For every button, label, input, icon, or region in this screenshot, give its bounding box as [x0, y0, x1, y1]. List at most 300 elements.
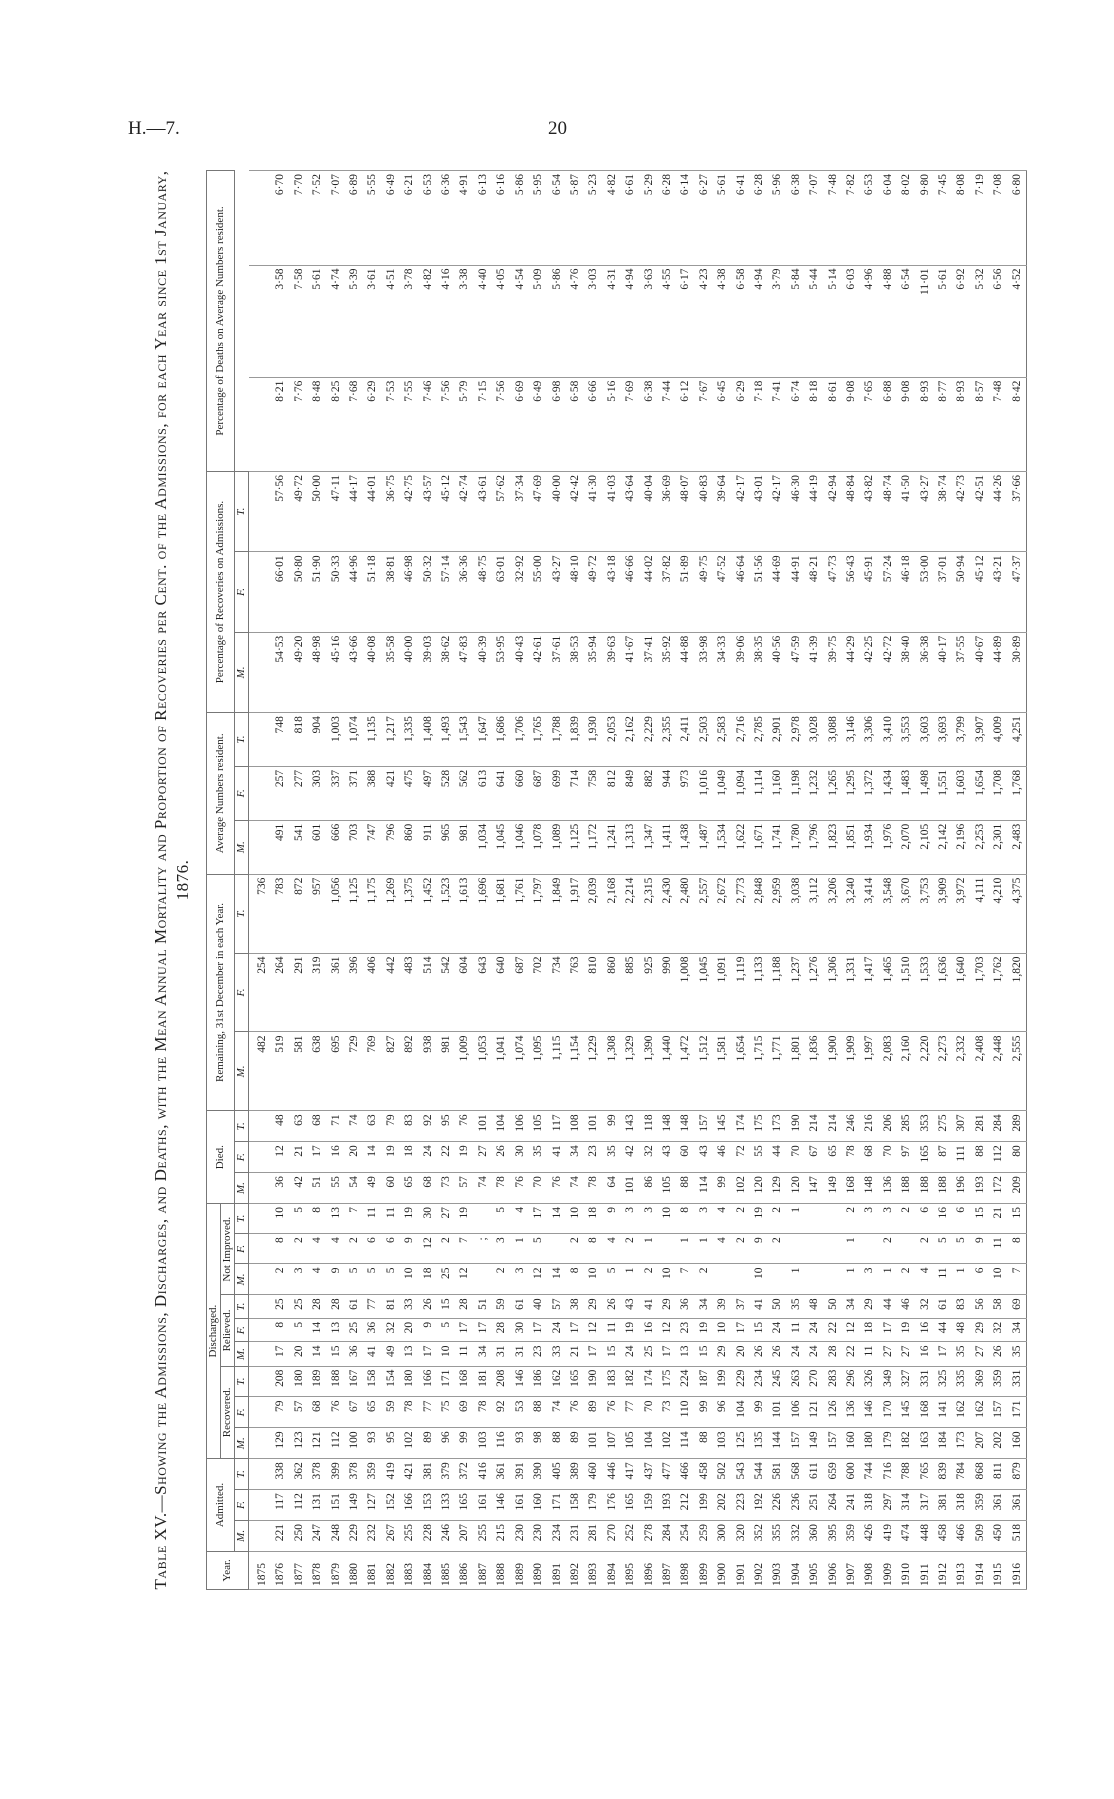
rec-cell: 208	[492, 1366, 510, 1397]
died-cell: 188	[897, 1173, 915, 1204]
pd-cell: 4·31	[603, 265, 621, 377]
pd-cell: 7·56	[437, 377, 455, 471]
year-cell: 1909	[879, 1551, 897, 1589]
adm-cell: 127	[363, 1490, 381, 1521]
year-cell: 1888	[492, 1551, 510, 1589]
adm-cell: 784	[952, 1459, 970, 1490]
table-row	[529, 171, 547, 1590]
year-cell: 1879	[327, 1551, 345, 1589]
adm-cell: 314	[897, 1490, 915, 1521]
pr-cell: 39·75	[824, 632, 842, 712]
pr-cell: 53·95	[492, 632, 510, 712]
rel-cell: 16	[916, 1318, 934, 1342]
rem-cell: 1,417	[860, 953, 878, 1032]
died-cell: 188	[934, 1173, 952, 1204]
avg-cell: 641	[492, 766, 510, 820]
died-cell: 65	[400, 1173, 418, 1204]
rel-cell: 17	[529, 1318, 547, 1342]
pr-cell: 48·10	[566, 552, 584, 632]
rel-cell: 29	[860, 1295, 878, 1319]
died-cell: 275	[934, 1111, 952, 1142]
avg-cell: 3,146	[842, 713, 860, 767]
rem-cell: 2,480	[676, 874, 694, 953]
rec-cell: 173	[952, 1428, 970, 1459]
pr-cell: 40·83	[695, 471, 713, 551]
died-cell: 65	[824, 1142, 842, 1173]
pd-cell: 5·23	[584, 171, 602, 266]
rec-cell: 296	[842, 1366, 860, 1397]
avg-cell: 601	[308, 820, 326, 874]
subheader-m: M.	[235, 1428, 249, 1459]
rem-cell: 1,465	[879, 953, 897, 1032]
rel-cell: 34	[474, 1342, 492, 1366]
table-row	[603, 171, 621, 1590]
avg-cell: 1,016	[695, 766, 713, 820]
relieved-header: Relieved.	[221, 1295, 235, 1366]
rel-cell: 24	[768, 1318, 786, 1342]
rem-cell: 1,715	[750, 1032, 768, 1111]
died-cell: 102	[732, 1173, 750, 1204]
died-cell: 246	[842, 1111, 860, 1142]
adm-cell: 600	[842, 1459, 860, 1490]
adm-cell: 284	[658, 1520, 676, 1551]
avg-cell: 699	[548, 766, 566, 820]
rel-cell: 25	[271, 1295, 289, 1319]
pd-cell: 7·41	[768, 377, 786, 471]
pd-cell: 5·09	[529, 265, 547, 377]
pd-cell: 6·80	[1008, 171, 1027, 266]
rec-cell: 114	[676, 1428, 694, 1459]
rem-cell: 1,762	[989, 953, 1007, 1032]
pr-cell: 44·26	[989, 471, 1007, 551]
adm-cell: 581	[768, 1459, 786, 1490]
adm-cell: 259	[695, 1520, 713, 1551]
ni-cell: 7	[455, 1234, 473, 1264]
ni-cell: 5	[952, 1234, 970, 1264]
ni-cell	[474, 1204, 492, 1234]
rec-cell: 157	[787, 1428, 805, 1459]
rel-cell: 25	[345, 1318, 363, 1342]
rem-cell: 1,053	[474, 1032, 492, 1111]
died-cell: 87	[934, 1142, 952, 1173]
year-cell: 1877	[290, 1551, 308, 1589]
adm-cell: 212	[676, 1490, 694, 1521]
avg-cell: 1,671	[750, 820, 768, 874]
pd-cell: 6·36	[437, 171, 455, 266]
rel-cell: 81	[382, 1295, 400, 1319]
subheader-t: T.	[235, 1295, 249, 1319]
died-cell: 14	[363, 1142, 381, 1173]
died-cell: 206	[879, 1111, 897, 1142]
pr-cell: 40·04	[640, 471, 658, 551]
ni-cell: 3	[860, 1204, 878, 1234]
rel-cell: 50	[824, 1295, 842, 1319]
rem-cell: 519	[271, 1032, 289, 1111]
subheader-m: M.	[235, 1173, 249, 1204]
adm-cell: 166	[400, 1490, 418, 1521]
pd-cell: 6·14	[676, 171, 694, 266]
ni-cell: 10	[658, 1264, 676, 1295]
adm-cell: 716	[879, 1459, 897, 1490]
rec-cell: 74	[548, 1397, 566, 1428]
ni-cell: 10	[400, 1264, 418, 1295]
pd-cell: 5·84	[787, 265, 805, 377]
rem-cell: 729	[345, 1032, 363, 1111]
pd-cell: 7·07	[805, 171, 823, 266]
adm-cell: 317	[916, 1490, 934, 1521]
statistics-table	[206, 170, 1027, 1590]
pd-cell: 6·58	[566, 377, 584, 471]
rel-cell: 5	[437, 1318, 455, 1342]
rel-cell: 24	[621, 1342, 639, 1366]
pd-cell: 7·69	[621, 377, 639, 471]
pr-cell: 51·56	[750, 552, 768, 632]
pd-cell: 6·12	[676, 377, 694, 471]
discharged-header: Discharged.	[207, 1204, 221, 1459]
rel-cell: 24	[805, 1318, 823, 1342]
pr-cell: 47·37	[1008, 552, 1027, 632]
rec-cell: 123	[290, 1428, 308, 1459]
pr-cell: 44·88	[676, 632, 694, 712]
avg-cell: 1,265	[824, 766, 842, 820]
rem-cell: 1,276	[805, 953, 823, 1032]
died-cell: 74	[566, 1173, 584, 1204]
pr-cell: 47·73	[824, 552, 842, 632]
rel-cell: 12	[658, 1318, 676, 1342]
adm-cell: 419	[879, 1520, 897, 1551]
rem-cell: 1,119	[732, 953, 750, 1032]
rem-cell: 1,115	[548, 1032, 566, 1111]
ni-cell: 9	[400, 1234, 418, 1264]
rel-cell: 27	[971, 1342, 989, 1366]
rec-cell: 263	[787, 1366, 805, 1397]
ni-cell: 4	[916, 1264, 934, 1295]
rem-cell: 1,801	[787, 1032, 805, 1111]
pr-cell: 40·56	[768, 632, 786, 712]
rec-cell: 76	[566, 1397, 584, 1428]
rec-cell: 208	[271, 1366, 289, 1397]
rem-cell: 2,773	[732, 874, 750, 953]
adm-cell: 232	[363, 1520, 381, 1551]
rec-cell: 121	[805, 1397, 823, 1428]
table-row	[676, 171, 694, 1590]
avg-cell: 1,686	[492, 713, 510, 767]
adm-cell: 236	[787, 1490, 805, 1521]
avg-cell: 2,411	[676, 713, 694, 767]
rel-cell: 8	[271, 1318, 289, 1342]
ni-cell	[824, 1234, 842, 1264]
adm-cell: 264	[824, 1490, 842, 1521]
pr-cell: 45·12	[971, 552, 989, 632]
rec-cell: 96	[713, 1397, 731, 1428]
rem-cell: 687	[511, 953, 529, 1032]
ni-cell: 14	[548, 1264, 566, 1295]
pd-cell: 4·74	[327, 265, 345, 377]
page-reference: H.—7.	[128, 118, 180, 139]
rel-cell: 27	[879, 1342, 897, 1366]
rel-cell: 83	[952, 1295, 970, 1319]
pr-cell: 35·94	[584, 632, 602, 712]
pd-cell	[249, 265, 272, 377]
pd-cell: 4·51	[382, 265, 400, 377]
ni-cell: 21	[989, 1204, 1007, 1234]
rec-cell: 59	[382, 1397, 400, 1428]
died-cell: 101	[621, 1173, 639, 1204]
avg-cell: 796	[382, 820, 400, 874]
rec-cell: 170	[879, 1397, 897, 1428]
ni-cell: 1	[511, 1234, 529, 1264]
ni-cell: 1	[787, 1264, 805, 1295]
died-cell: 18	[400, 1142, 418, 1173]
rem-cell: 4,210	[989, 874, 1007, 953]
adm-cell: 419	[382, 1459, 400, 1490]
avg-cell: 1,741	[768, 820, 786, 874]
died-cell: 27	[474, 1142, 492, 1173]
pd-cell: 6·03	[842, 265, 860, 377]
rel-cell: 77	[363, 1295, 381, 1319]
died-cell: 148	[658, 1111, 676, 1142]
pd-cell: 6·56	[989, 265, 1007, 377]
year-cell: 1889	[511, 1551, 529, 1589]
adm-cell: 160	[529, 1490, 547, 1521]
rel-cell: 24	[787, 1342, 805, 1366]
avg-cell: 3,693	[934, 713, 952, 767]
avg-cell: 1,003	[327, 713, 345, 767]
adm-cell: 359	[971, 1490, 989, 1521]
died-cell: 44	[768, 1142, 786, 1173]
rem-cell: 1,917	[566, 874, 584, 953]
pd-cell: 5·61	[713, 171, 731, 266]
rel-cell: 11	[787, 1318, 805, 1342]
adm-cell: 161	[474, 1490, 492, 1521]
rel-cell: 26	[750, 1342, 768, 1366]
died-cell: 157	[695, 1111, 713, 1142]
adm-cell	[249, 1520, 272, 1551]
pr-cell: 48·98	[308, 632, 326, 712]
died-cell: 55	[750, 1142, 768, 1173]
avg-cell: 2,785	[750, 713, 768, 767]
pd-cell: 5·39	[345, 265, 363, 377]
rec-cell: 106	[787, 1397, 805, 1428]
subheader-f: F.	[235, 766, 249, 820]
ni-cell: 5	[290, 1204, 308, 1234]
subheader-t: T.	[235, 1204, 249, 1234]
pd-cell: 4·82	[603, 171, 621, 266]
avg-cell: 703	[345, 820, 363, 874]
pd-cell: 3·58	[271, 265, 289, 377]
adm-cell: 544	[750, 1459, 768, 1490]
pr-cell: 39·64	[713, 471, 731, 551]
pr-cell: 38·62	[437, 632, 455, 712]
avg-cell: 2,105	[916, 820, 934, 874]
avg-cell: 1,049	[713, 766, 731, 820]
year-cell: 1890	[529, 1551, 547, 1589]
ni-cell: 1	[787, 1204, 805, 1234]
died-cell: 104	[492, 1111, 510, 1142]
ni-cell: 2	[640, 1264, 658, 1295]
pd-cell: 6·28	[658, 171, 676, 266]
pd-cell: 5·29	[640, 171, 658, 266]
pr-cell: 42·61	[529, 632, 547, 712]
rec-cell: 160	[1008, 1428, 1027, 1459]
died-cell: 117	[548, 1111, 566, 1142]
adm-cell: 267	[382, 1520, 400, 1551]
pd-cell: 4·23	[695, 265, 713, 377]
pr-cell: 37·61	[548, 632, 566, 712]
died-cell: 193	[971, 1173, 989, 1204]
ni-cell	[249, 1264, 272, 1295]
adm-cell: 159	[640, 1490, 658, 1521]
rec-cell: 96	[437, 1428, 455, 1459]
ni-cell: 2	[897, 1204, 915, 1234]
died-cell: 55	[327, 1173, 345, 1204]
adm-cell: 359	[842, 1520, 860, 1551]
ni-cell	[249, 1204, 272, 1234]
died-cell: 24	[419, 1142, 437, 1173]
ni-cell: 5	[934, 1234, 952, 1264]
rem-cell: 406	[363, 953, 381, 1032]
avg-cell: 860	[400, 820, 418, 874]
year-cell: 1896	[640, 1551, 658, 1589]
rel-cell: 34	[695, 1295, 713, 1319]
rec-cell: 283	[824, 1366, 842, 1397]
table-row	[382, 171, 400, 1590]
died-cell: 26	[492, 1142, 510, 1173]
rec-cell: 335	[952, 1366, 970, 1397]
pd-cell: 6·27	[695, 171, 713, 266]
avg-cell: 904	[308, 713, 326, 767]
died-cell: 114	[695, 1173, 713, 1204]
page-number: 20	[548, 118, 567, 139]
rem-cell: 2,220	[916, 1032, 934, 1111]
pd-cell: 3·78	[400, 265, 418, 377]
rec-cell: 189	[308, 1366, 326, 1397]
adm-cell: 568	[787, 1459, 805, 1490]
adm-cell: 281	[584, 1520, 602, 1551]
pd-cell	[249, 171, 272, 266]
ni-cell: 4	[308, 1264, 326, 1295]
table-row	[713, 171, 731, 1590]
pr-cell: 44·89	[989, 632, 1007, 712]
ni-cell: 5	[529, 1234, 547, 1264]
rel-cell: 17	[934, 1342, 952, 1366]
adm-cell: 417	[621, 1459, 639, 1490]
ni-cell: 6	[952, 1204, 970, 1234]
avg-cell: 1,768	[1008, 766, 1027, 820]
rem-cell: 254	[249, 953, 272, 1032]
pr-cell: 48·74	[879, 471, 897, 551]
pd-cell: 5·14	[824, 265, 842, 377]
adm-cell: 450	[989, 1520, 1007, 1551]
pd-cell: 5·61	[934, 265, 952, 377]
ni-cell	[897, 1234, 915, 1264]
rem-cell: 2,408	[971, 1032, 989, 1111]
adm-cell: 247	[308, 1520, 326, 1551]
avg-cell: 2,716	[732, 713, 750, 767]
rel-cell: 26	[768, 1342, 786, 1366]
rec-cell: 89	[584, 1397, 602, 1428]
died-cell: 281	[971, 1111, 989, 1142]
pd-cell: 7·82	[842, 171, 860, 266]
rem-cell: 3,972	[952, 874, 970, 953]
avg-cell: 758	[584, 766, 602, 820]
ni-cell: 3	[511, 1264, 529, 1295]
adm-cell: 839	[934, 1459, 952, 1490]
adm-cell: 252	[621, 1520, 639, 1551]
avg-cell: 2,301	[989, 820, 1007, 874]
rem-cell: 990	[658, 953, 676, 1032]
table-row	[787, 171, 805, 1590]
pr-cell: 37·41	[640, 632, 658, 712]
avg-cell: 3,088	[824, 713, 842, 767]
avg-cell: 3,306	[860, 713, 878, 767]
rel-cell: 50	[768, 1295, 786, 1319]
table-row	[437, 171, 455, 1590]
rec-cell: 168	[916, 1397, 934, 1428]
ni-cell: 1	[695, 1234, 713, 1264]
pr-cell: 47·11	[327, 471, 345, 551]
pr-cell: 37·82	[658, 552, 676, 632]
rec-cell: 67	[345, 1397, 363, 1428]
rem-cell: 1,009	[455, 1032, 473, 1111]
pr-cell	[249, 471, 272, 551]
died-cell: 57	[455, 1173, 473, 1204]
avg-cell: 3,410	[879, 713, 897, 767]
pr-cell: 46·98	[400, 552, 418, 632]
rel-cell: 44	[934, 1318, 952, 1342]
pd-cell: 6·70	[271, 171, 289, 266]
rem-cell: 2,555	[1008, 1032, 1027, 1111]
year-cell: 1905	[805, 1551, 823, 1589]
rec-cell: 149	[805, 1428, 823, 1459]
died-cell: 108	[566, 1111, 584, 1142]
avg-cell: 371	[345, 766, 363, 820]
pr-cell: 44·17	[345, 471, 363, 551]
ni-cell: 2	[732, 1234, 750, 1264]
rel-cell: 24	[805, 1342, 823, 1366]
table-row	[879, 171, 897, 1590]
rec-cell: 78	[474, 1397, 492, 1428]
adm-cell: 362	[290, 1459, 308, 1490]
avg-cell: 613	[474, 766, 492, 820]
subheader-m: M.	[235, 1264, 249, 1295]
died-cell: 32	[640, 1142, 658, 1173]
pr-cell: 47·69	[529, 471, 547, 551]
year-cell: 1906	[824, 1551, 842, 1589]
pr-cell: 40·00	[548, 471, 566, 551]
ni-cell: 8	[584, 1234, 602, 1264]
died-cell: 76	[548, 1173, 566, 1204]
ni-cell: 10	[750, 1264, 768, 1295]
table-row	[400, 171, 418, 1590]
pr-cell: 51·89	[676, 552, 694, 632]
ni-cell: 3	[860, 1264, 878, 1295]
rem-cell: 1,640	[952, 953, 970, 1032]
table-row	[290, 171, 308, 1590]
pr-cell: 41·30	[584, 471, 602, 551]
avg-cell: 388	[363, 766, 381, 820]
died-cell: 118	[640, 1111, 658, 1142]
rec-cell: 78	[400, 1397, 418, 1428]
rel-cell: 29	[971, 1318, 989, 1342]
table-row	[419, 171, 437, 1590]
pd-cell: 6·49	[529, 377, 547, 471]
rel-cell: 16	[640, 1318, 658, 1342]
year-cell: 1883	[400, 1551, 418, 1589]
rel-cell: 29	[584, 1295, 602, 1319]
adm-cell: 460	[584, 1459, 602, 1490]
rem-cell: 860	[603, 953, 621, 1032]
